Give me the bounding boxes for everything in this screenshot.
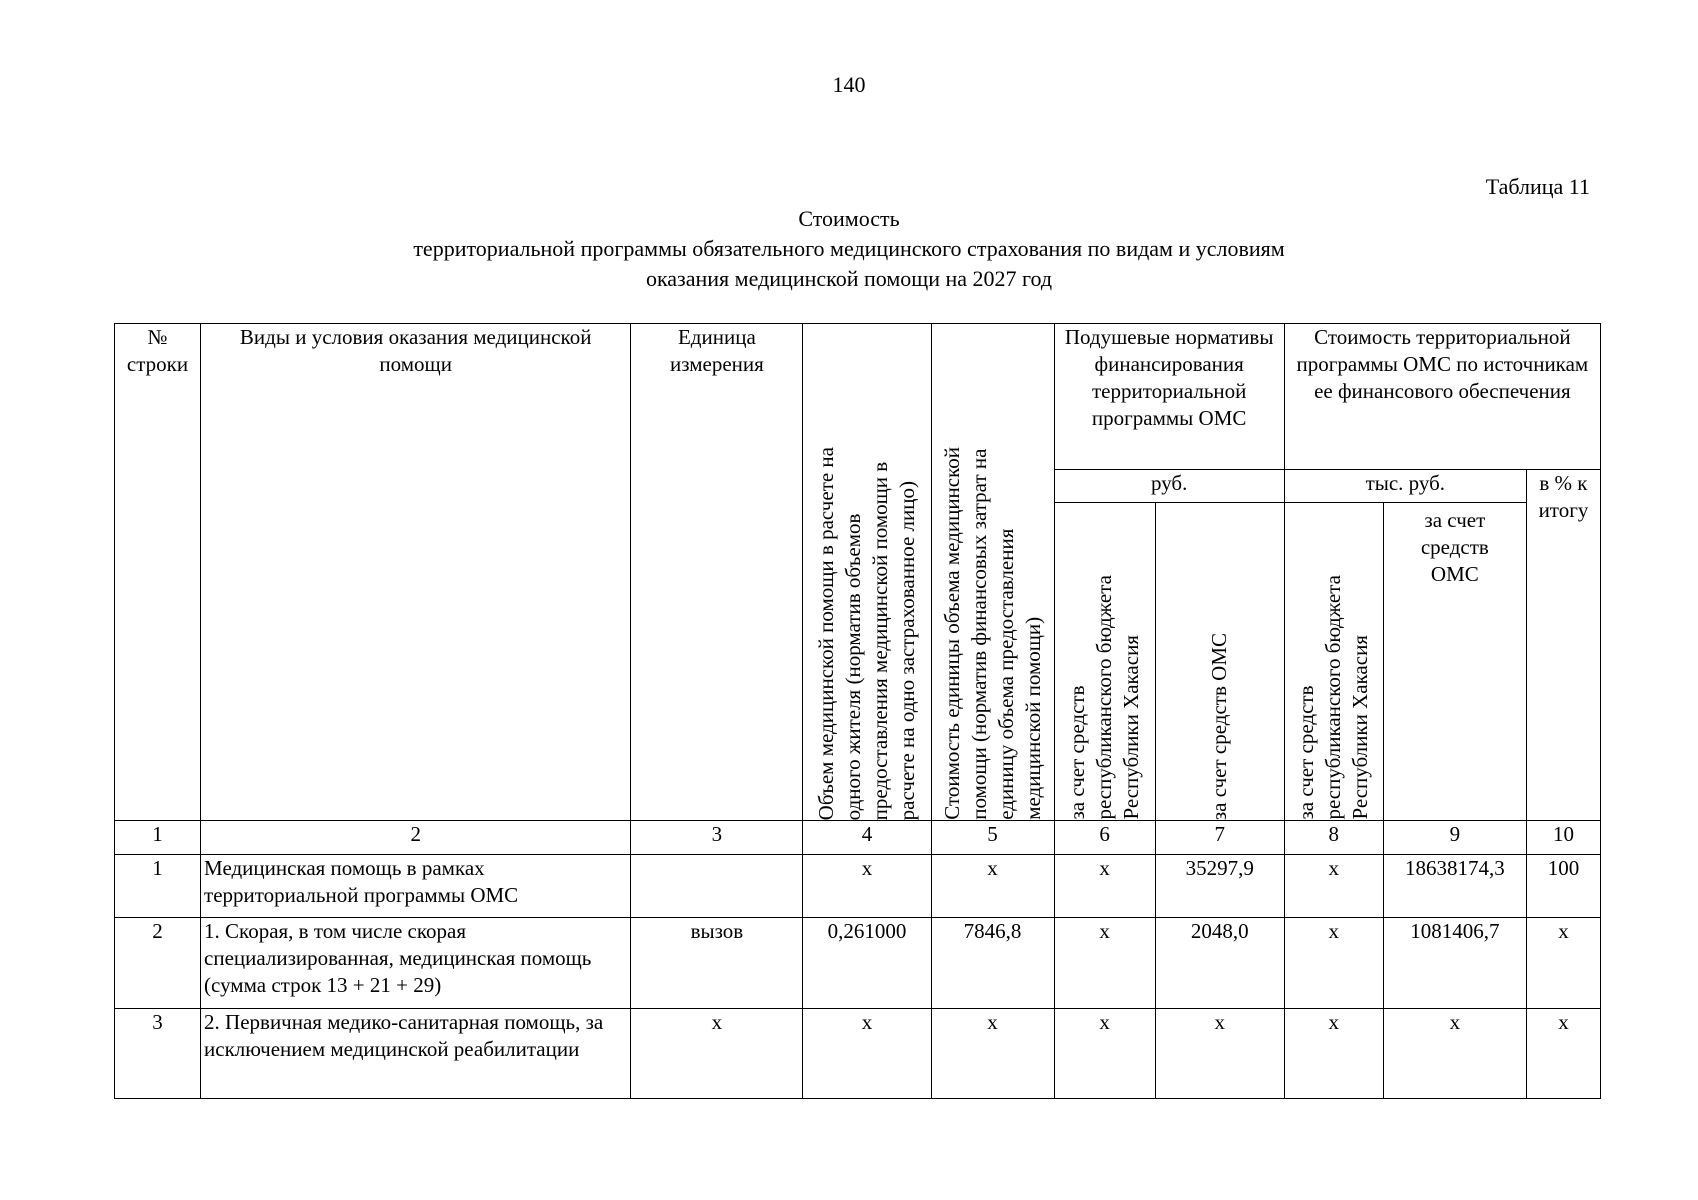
header-pr-budget-text: за счет средств республиканского бюджета Республики Хакасия bbox=[1294, 575, 1373, 820]
header-per-capita: Подушевые нормативы финансирования территориальной программы ОМС bbox=[1054, 324, 1284, 470]
row-pc-oms: 2048,0 bbox=[1155, 918, 1284, 1009]
header-volume-text: Объем медицинской помощи в расчете на одного жителя (норматив объемов предоставления медицинской помощи в расчете на одно застрахованное лицо) bbox=[813, 446, 919, 820]
header-pr-oms bbox=[1383, 503, 1526, 821]
header-rub: руб. bbox=[1054, 470, 1284, 503]
row-name: 1. Скорая, в том числе скорая специализированная, медицинская помощь (сумма строк 13 + 21 + 29) bbox=[201, 918, 631, 1009]
table-row bbox=[115, 1009, 1601, 1099]
col-number: 2 bbox=[201, 821, 631, 855]
header-pr-oms-text: за счет средств ОМС bbox=[1420, 508, 1489, 586]
row-pc-budget: х bbox=[1054, 918, 1155, 1009]
row-name: 2. Первичная медико-санитарная помощь, за исключением медицинской реабилитации bbox=[201, 1009, 631, 1099]
row-pr-budget: х bbox=[1284, 855, 1383, 918]
col-number: 9 bbox=[1383, 821, 1526, 855]
header-pc-budget bbox=[1054, 503, 1155, 821]
row-number: 3 bbox=[115, 1009, 201, 1099]
row-volume: 0,261000 bbox=[803, 918, 931, 1009]
header-cost-unit-text: Стоимость единицы объема медицинской помощи (норматив финансовых затрат на единицу объема предоставления медицинской помощи) bbox=[939, 447, 1045, 820]
table-row bbox=[115, 855, 1601, 918]
column-numbers-row bbox=[115, 821, 1601, 855]
row-cost: х bbox=[931, 1009, 1054, 1099]
page-number: 140 bbox=[832, 72, 866, 97]
row-pc-oms: х bbox=[1155, 1009, 1284, 1099]
row-name: Медицинская помощь в рамках территориальной программы ОМС bbox=[201, 855, 631, 918]
title-line-3: оказания медицинской помощи на 2027 год bbox=[645, 266, 1053, 291]
row-volume: х bbox=[803, 1009, 931, 1099]
header-thousand-rub: тыс. руб. bbox=[1284, 470, 1526, 503]
row-pc-budget: х bbox=[1054, 1009, 1155, 1099]
header-unit: Единица измерения bbox=[631, 324, 803, 821]
header-program-cost: Стоимость территориальной программы ОМС по источникам ее финансового обеспечения bbox=[1284, 324, 1600, 470]
row-unit bbox=[631, 855, 803, 918]
col-number: 5 bbox=[931, 821, 1054, 855]
row-pc-budget: х bbox=[1054, 855, 1155, 918]
header-pc-budget-text: за счет средств республиканского бюджета Республики Хакасия bbox=[1065, 575, 1144, 820]
row-percent: х bbox=[1526, 1009, 1600, 1099]
header-pc-oms bbox=[1155, 503, 1284, 821]
col-number: 1 bbox=[115, 821, 201, 855]
table-label: Таблица 11 bbox=[1485, 174, 1590, 199]
header-types: Виды и условия оказания медицинской помощи bbox=[201, 324, 631, 821]
header-volume bbox=[803, 324, 931, 821]
row-cost: х bbox=[931, 855, 1054, 918]
col-number: 6 bbox=[1054, 821, 1155, 855]
title-line-2: территориальной программы обязательного медицинского страхования по видам и условиям bbox=[413, 236, 1285, 261]
col-number: 4 bbox=[803, 821, 931, 855]
row-number: 1 bbox=[115, 855, 201, 918]
row-percent: х bbox=[1526, 918, 1600, 1009]
row-unit: х bbox=[631, 1009, 803, 1099]
col-number: 10 bbox=[1526, 821, 1600, 855]
header-cost-unit bbox=[931, 324, 1054, 821]
header-row-number: № строки bbox=[115, 324, 201, 821]
header-pr-budget bbox=[1284, 503, 1383, 821]
col-number: 7 bbox=[1155, 821, 1284, 855]
row-percent: 100 bbox=[1526, 855, 1600, 918]
row-cost: 7846,8 bbox=[931, 918, 1054, 1009]
row-pr-oms: 18638174,3 bbox=[1383, 855, 1526, 918]
document-title bbox=[0, 204, 1698, 294]
title-line-1: Стоимость bbox=[798, 206, 900, 231]
row-pc-oms: 35297,9 bbox=[1155, 855, 1284, 918]
row-unit: вызов bbox=[631, 918, 803, 1009]
row-pr-budget: х bbox=[1284, 1009, 1383, 1099]
table-row bbox=[115, 918, 1601, 1009]
row-pr-oms: 1081406,7 bbox=[1383, 918, 1526, 1009]
cost-table bbox=[114, 323, 1601, 1099]
col-number: 3 bbox=[631, 821, 803, 855]
row-number: 2 bbox=[115, 918, 201, 1009]
row-volume: х bbox=[803, 855, 931, 918]
row-pr-budget: х bbox=[1284, 918, 1383, 1009]
col-number: 8 bbox=[1284, 821, 1383, 855]
header-pc-oms-text: за счет средств ОМС bbox=[1207, 632, 1232, 820]
row-pr-oms: х bbox=[1383, 1009, 1526, 1099]
header-percent: в % к итогу bbox=[1526, 470, 1600, 821]
